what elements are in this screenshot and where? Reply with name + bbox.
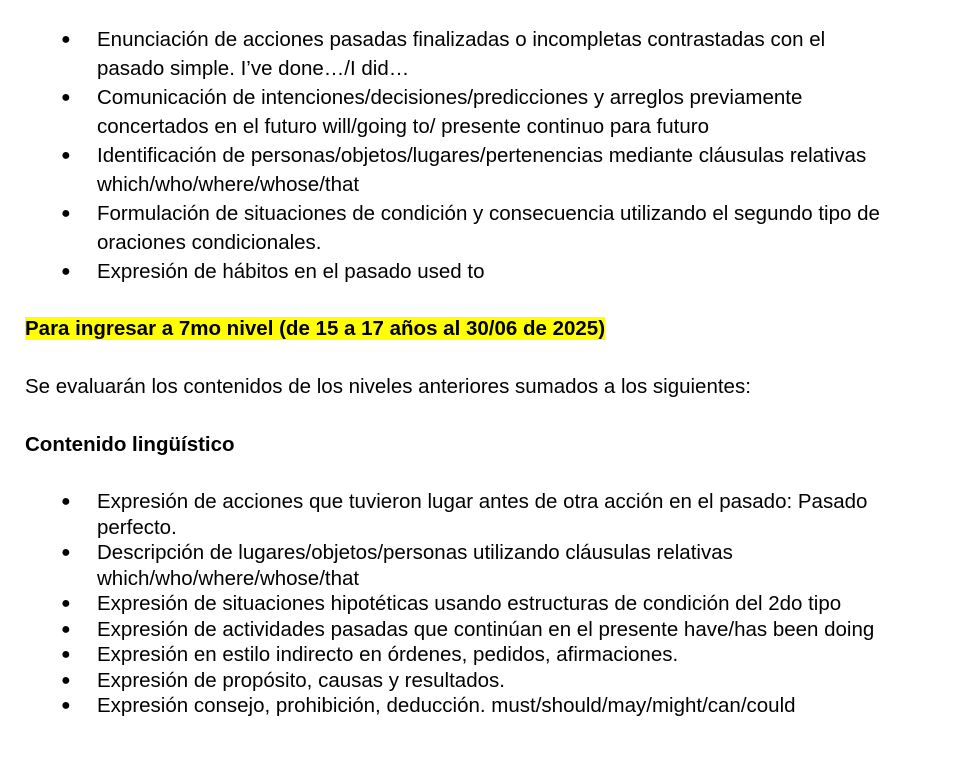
list-item	[0, 693, 932, 719]
list-item-text: Expresión de acciones que tuvieron lugar antes de otra acción en el pasado: Pasado perfecto.	[97, 490, 868, 539]
list-item	[0, 540, 797, 591]
list-item	[0, 617, 887, 643]
level-heading-text: Para ingresar a 7mo nivel (de 15 a 17 años al 30/06 de 2025)	[25, 317, 606, 340]
bullet-icon: ●	[61, 89, 71, 106]
list-item	[0, 668, 932, 694]
list-item-text: Formulación de situaciones de condición y consecuencia utilizando el segundo tipo de oraciones condicionales.	[97, 202, 880, 254]
list-item-text: Enunciación de acciones pasadas finalizadas o incompletas contrastadas con el pasado simple. I’ve done…/I did…	[97, 28, 826, 80]
bottom-bullet-list	[0, 489, 940, 719]
list-item	[0, 141, 932, 199]
bullet-icon: ●	[61, 646, 71, 663]
top-bullet-list	[0, 25, 940, 286]
list-item-text: Expresión de situaciones hipotéticas usando estructuras de condición del 2do tipo	[97, 592, 842, 615]
list-item-text: Descripción de lugares/objetos/personas utilizando cláusulas relativas which/who/where/whose/that	[97, 541, 733, 590]
bullet-icon: ●	[61, 147, 71, 164]
list-item-text: Expresión de propósito, causas y resultados.	[97, 668, 505, 692]
list-item-text: Expresión de actividades pasadas que continúan en el presente have/has been doing	[97, 617, 875, 641]
list-item	[0, 489, 932, 540]
list-item-text: Expresión de hábitos en el pasado used to	[97, 260, 485, 283]
bullet-icon: ●	[61, 595, 71, 612]
bullet-icon: ●	[61, 263, 71, 280]
bullet-icon: ●	[61, 544, 71, 561]
list-item-text: Comunicación de intenciones/decisiones/predicciones y arreglos previamente concertados en el futuro will/going to/ presente continuo para futuro	[97, 86, 803, 138]
bullet-icon: ●	[61, 697, 71, 714]
bullet-icon: ●	[61, 205, 71, 222]
bullet-icon: ●	[61, 671, 71, 689]
section-title: Contenido lingüístico	[25, 433, 235, 456]
list-item	[0, 591, 932, 617]
list-item-text: Expresión en estilo indirecto en órdenes, pedidos, afirmaciones.	[97, 643, 679, 666]
list-item	[0, 83, 867, 141]
list-item	[0, 25, 887, 83]
list-item	[0, 257, 917, 286]
list-item	[0, 199, 917, 257]
list-item-text: Identificación de personas/objetos/lugares/pertenencias mediante cláusulas relativas which/who/where/whose/that	[97, 144, 867, 196]
bullet-icon: ●	[61, 31, 71, 48]
list-item	[0, 642, 932, 668]
level-heading	[25, 315, 605, 343]
bullet-icon: ●	[61, 620, 71, 638]
list-item-text: Expresión consejo, prohibición, deducción. must/should/may/might/can/could	[97, 694, 796, 717]
intro-text: Se evaluarán los contenidos de los niveles anteriores sumados a los siguientes:	[25, 375, 751, 398]
bullet-icon: ●	[61, 493, 71, 510]
